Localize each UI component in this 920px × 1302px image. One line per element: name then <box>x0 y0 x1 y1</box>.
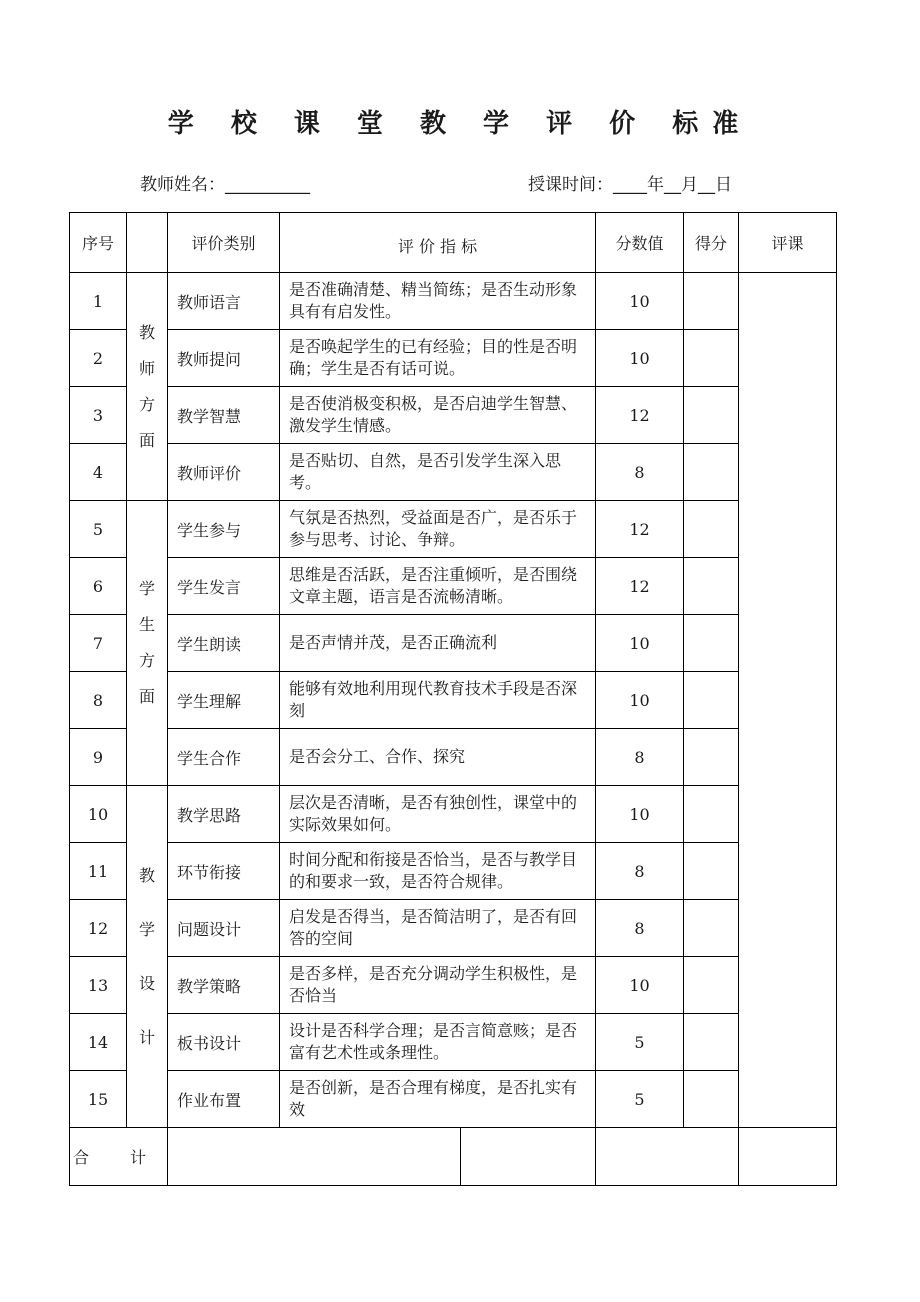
row-number: 3 <box>70 387 127 444</box>
score-cell[interactable] <box>684 672 739 729</box>
score-cell[interactable] <box>684 729 739 786</box>
score-cell[interactable] <box>684 786 739 843</box>
row-category: 问题设计 <box>168 900 280 957</box>
table-row <box>70 558 837 615</box>
group-label-student <box>127 501 168 786</box>
row-score-value: 5 <box>596 1071 684 1128</box>
row-category: 作业布置 <box>168 1071 280 1128</box>
table-row <box>70 330 837 387</box>
row-score-value: 10 <box>596 273 684 330</box>
row-score-value: 5 <box>596 1014 684 1071</box>
row-category: 教师语言 <box>168 273 280 330</box>
row-indicator: 是否创新，是否合理有梯度，是否扎实有效 <box>280 1071 596 1128</box>
group-char: 生 <box>138 615 155 634</box>
row-indicator: 是否多样，是否充分调动学生积极性，是否恰当 <box>280 957 596 1014</box>
page-title: 学 校 课 堂 教 学 评 价 标准 <box>167 109 753 139</box>
score-cell[interactable] <box>684 1014 739 1071</box>
row-indicator: 气氛是否热烈，受益面是否广，是否乐于参与思考、讨论、争辩。 <box>280 501 596 558</box>
score-cell[interactable] <box>684 501 739 558</box>
score-cell[interactable] <box>684 900 739 957</box>
row-number: 8 <box>70 672 127 729</box>
group-label-teacher <box>127 273 168 501</box>
score-cell[interactable] <box>684 444 739 501</box>
table-row <box>70 843 837 900</box>
header-comment: 评课 <box>739 213 837 273</box>
total-comment-cell[interactable] <box>739 1128 837 1186</box>
header-indicator: 评 价 指 标 <box>280 213 596 273</box>
row-score-value: 8 <box>596 729 684 786</box>
table-row <box>70 672 837 729</box>
row-number: 12 <box>70 900 127 957</box>
total-label: 合 计 <box>70 1128 168 1186</box>
group-char: 方 <box>138 394 155 414</box>
score-cell[interactable] <box>684 387 739 444</box>
row-number: 13 <box>70 957 127 1014</box>
row-category: 教学智慧 <box>168 387 280 444</box>
row-score-value: 8 <box>596 900 684 957</box>
row-score-value: 10 <box>596 957 684 1014</box>
row-score-value: 12 <box>596 387 684 444</box>
teacher-name-field[interactable]: 教师姓名：__________ <box>140 175 310 195</box>
row-number: 9 <box>70 729 127 786</box>
score-cell[interactable] <box>684 558 739 615</box>
row-category: 教师提问 <box>168 330 280 387</box>
row-score-value: 10 <box>596 615 684 672</box>
table-row <box>70 729 837 786</box>
table-row <box>70 501 837 558</box>
row-score-value: 10 <box>596 786 684 843</box>
group-char: 教 <box>138 865 155 885</box>
table-row <box>70 957 837 1014</box>
row-category: 教师评价 <box>168 444 280 501</box>
score-cell[interactable] <box>684 273 739 330</box>
row-number: 7 <box>70 615 127 672</box>
row-number: 6 <box>70 558 127 615</box>
total-value-cell[interactable] <box>168 1128 596 1186</box>
row-category: 学生合作 <box>168 729 280 786</box>
row-category: 学生发言 <box>168 558 280 615</box>
group-char: 师 <box>138 358 155 378</box>
total-score-cell[interactable] <box>596 1128 739 1186</box>
row-indicator: 启发是否得当，是否简洁明了，是否有回答的空间 <box>280 900 596 957</box>
row-indicator: 是否会分工、合作、探究 <box>280 729 596 786</box>
header-score: 得分 <box>684 213 739 273</box>
row-score-value: 10 <box>596 330 684 387</box>
evaluation-table <box>69 212 837 1186</box>
table-row <box>70 900 837 957</box>
table-row <box>70 1014 837 1071</box>
group-char: 学 <box>138 919 155 939</box>
row-score-value: 8 <box>596 444 684 501</box>
table-row <box>70 615 837 672</box>
header-blank <box>127 213 168 273</box>
row-indicator: 时间分配和衔接是否恰当，是否与教学目的和要求一致，是否符合规律。 <box>280 843 596 900</box>
group-label-design <box>127 786 168 1128</box>
row-category: 学生理解 <box>168 672 280 729</box>
group-char: 方 <box>138 651 155 670</box>
score-cell[interactable] <box>684 957 739 1014</box>
class-time-field[interactable]: 授课时间：____年__月__日 <box>528 175 732 195</box>
row-number: 1 <box>70 273 127 330</box>
row-category: 学生朗读 <box>168 615 280 672</box>
row-indicator: 设计是否科学合理；是否言简意赅；是否富有艺术性或条理性。 <box>280 1014 596 1071</box>
comment-cell[interactable] <box>739 273 837 1128</box>
row-category: 教学思路 <box>168 786 280 843</box>
group-char: 学 <box>138 579 155 598</box>
row-category: 教学策略 <box>168 957 280 1014</box>
row-number: 4 <box>70 444 127 501</box>
group-char: 教 <box>138 322 155 342</box>
row-number: 10 <box>70 786 127 843</box>
table-header-row <box>70 213 837 273</box>
group-char: 面 <box>138 430 155 450</box>
table-row <box>70 1071 837 1128</box>
header-category: 评价类别 <box>168 213 280 273</box>
row-indicator: 是否贴切、自然，是否引发学生深入思考。 <box>280 444 596 501</box>
row-number: 14 <box>70 1014 127 1071</box>
row-number: 11 <box>70 843 127 900</box>
table-row <box>70 444 837 501</box>
score-cell[interactable] <box>684 330 739 387</box>
group-char: 面 <box>138 687 155 706</box>
row-category: 板书设计 <box>168 1014 280 1071</box>
row-category: 环节衔接 <box>168 843 280 900</box>
row-indicator: 是否使消极变积极，是否启迪学生智慧、激发学生情感。 <box>280 387 596 444</box>
row-score-value: 8 <box>596 843 684 900</box>
row-number: 2 <box>70 330 127 387</box>
header-index: 序号 <box>70 213 127 273</box>
table-row <box>70 273 837 330</box>
table-row <box>70 387 837 444</box>
group-char: 设 <box>138 973 155 993</box>
row-number: 5 <box>70 501 127 558</box>
row-indicator: 能够有效地利用现代教育技术手段是否深刻 <box>280 672 596 729</box>
row-indicator: 思维是否活跃，是否注重倾听，是否围绕文章主题，语言是否流畅清晰。 <box>280 558 596 615</box>
score-cell[interactable] <box>684 615 739 672</box>
row-indicator: 是否准确清楚、精当简练；是否生动形象具有有启发性。 <box>280 273 596 330</box>
score-cell[interactable] <box>684 843 739 900</box>
group-char: 计 <box>138 1027 155 1047</box>
total-row <box>70 1128 837 1186</box>
score-cell[interactable] <box>684 1071 739 1128</box>
table-row <box>70 786 837 843</box>
row-indicator: 是否声情并茂，是否正确流利 <box>280 615 596 672</box>
row-category: 学生参与 <box>168 501 280 558</box>
row-indicator: 是否唤起学生的已有经验；目的性是否明确；学生是否有话可说。 <box>280 330 596 387</box>
row-number: 15 <box>70 1071 127 1128</box>
row-indicator: 层次是否清晰，是否有独创性，课堂中的实际效果如何。 <box>280 786 596 843</box>
row-score-value: 12 <box>596 501 684 558</box>
header-score-value: 分数值 <box>596 213 684 273</box>
row-score-value: 10 <box>596 672 684 729</box>
row-score-value: 12 <box>596 558 684 615</box>
